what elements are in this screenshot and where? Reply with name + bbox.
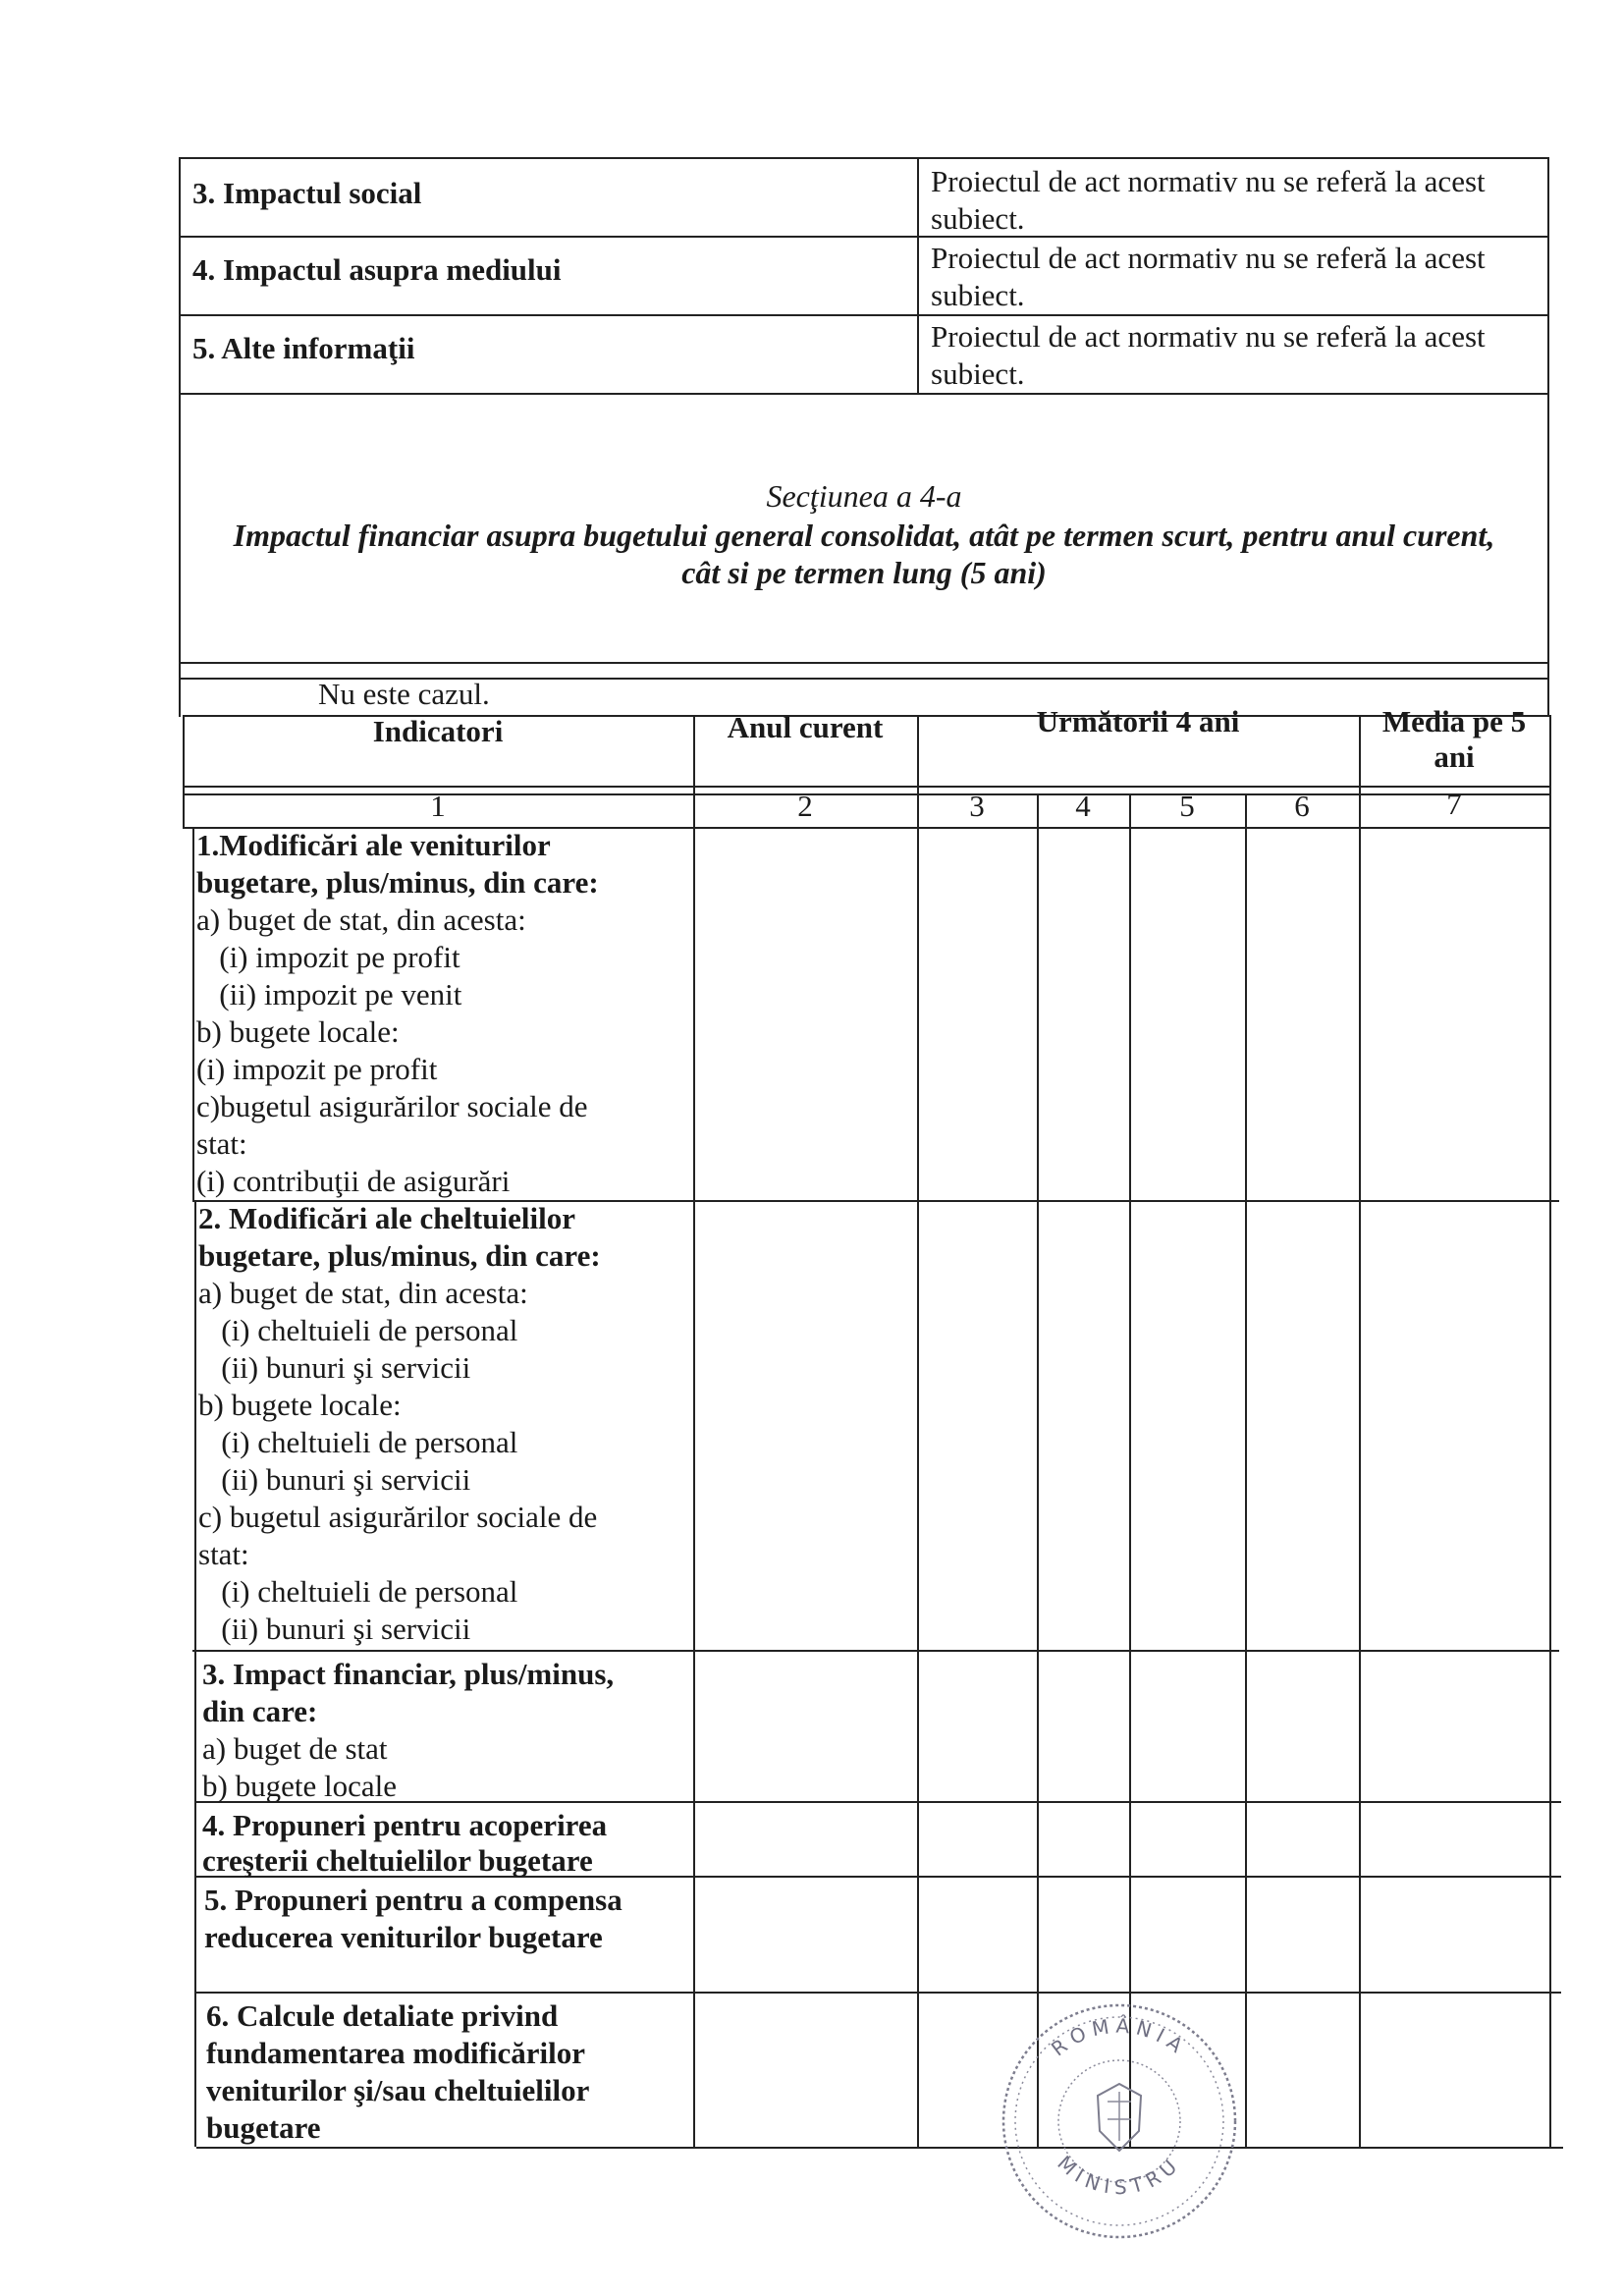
impact-social-value-line2: subiect. bbox=[931, 201, 1025, 236]
row1-line10: (i) contribuţii de asigurări bbox=[196, 1164, 511, 1198]
row1-line7: (i) impozit pe profit bbox=[196, 1052, 438, 1086]
section-title: Secţiunea a 4-a bbox=[766, 478, 962, 514]
impact-mediu-label: 4. Impactul asupra mediului bbox=[192, 252, 562, 287]
row2-line10: stat: bbox=[198, 1537, 249, 1571]
row2-line9: c) bugetul asigurărilor sociale de bbox=[198, 1500, 598, 1534]
row2-line3: a) buget de stat, din acesta: bbox=[198, 1276, 528, 1310]
row5-line1: 5. Propuneri pentru a compensa bbox=[204, 1883, 622, 1917]
row2-line8: (ii) bunuri şi servicii bbox=[198, 1462, 471, 1497]
row4-line1: 4. Propuneri pentru acoperirea bbox=[202, 1808, 608, 1842]
impact-mediu-value-line2: subiect. bbox=[931, 278, 1025, 312]
row1-line5: (ii) impozit pe venit bbox=[196, 977, 462, 1011]
note-nu-este-cazul: Nu este cazul. bbox=[318, 677, 490, 711]
col-header-media-line1: Media pe 5 bbox=[1381, 704, 1527, 738]
row3-line2: din care: bbox=[202, 1694, 318, 1728]
section-subtitle-line2: cât si pe termen lung (5 ani) bbox=[681, 555, 1047, 590]
row3-line1: 3. Impact financiar, plus/minus, bbox=[202, 1657, 615, 1691]
alte-informatii-value-line2: subiect. bbox=[931, 356, 1025, 391]
row6-line3: veniturilor şi/sau cheltuielilor bbox=[206, 2073, 590, 2107]
row1-line3: a) buget de stat, din acesta: bbox=[196, 902, 526, 937]
row6-line4: bugetare bbox=[206, 2110, 321, 2145]
impact-social-value-line1: Proiectul de act normativ nu se referă la acest bbox=[931, 164, 1486, 198]
col-number-2: 2 bbox=[797, 789, 813, 823]
row5-line2: reducerea veniturilor bugetare bbox=[204, 1920, 603, 1954]
ministry-stamp bbox=[992, 1994, 1247, 2249]
col-number-1: 1 bbox=[430, 789, 446, 823]
col-header-media-line2: ani bbox=[1434, 739, 1475, 774]
col-number-3: 3 bbox=[969, 789, 985, 823]
row4-line2: creşterii cheltuielilor bugetare bbox=[202, 1843, 593, 1878]
row1-line6: b) bugete locale: bbox=[196, 1014, 400, 1049]
row2-line4: (i) cheltuieli de personal bbox=[198, 1313, 518, 1347]
svg-text:MINISTRU bbox=[1053, 2151, 1185, 2199]
row6-line1: 6. Calcule detaliate privind bbox=[206, 1998, 559, 2033]
row2-line5: (ii) bunuri şi servicii bbox=[198, 1350, 471, 1385]
row2-line6: b) bugete locale: bbox=[198, 1388, 402, 1422]
alte-informatii-label: 5. Alte informaţii bbox=[192, 331, 415, 365]
row2-line7: (i) cheltuieli de personal bbox=[198, 1425, 518, 1459]
row6-line2: fundamentarea modificărilor bbox=[206, 2036, 586, 2070]
row2-line1: 2. Modificări ale cheltuielilor bbox=[198, 1201, 575, 1235]
row3-line3: a) buget de stat bbox=[202, 1731, 388, 1766]
row1-line1: 1.Modificări ale veniturilor bbox=[196, 828, 551, 862]
alte-informatii-value-line1: Proiectul de act normativ nu se referă la acest bbox=[931, 319, 1486, 354]
col-header-indicatori: Indicatori bbox=[372, 714, 504, 748]
row1-line2: bugetare, plus/minus, din care: bbox=[196, 865, 599, 900]
col-header-urmatorii-4-ani: Următorii 4 ani bbox=[1036, 704, 1240, 738]
col-header-anul-curent: Anul curent bbox=[727, 710, 884, 744]
svg-text:ROMÂNIA bbox=[1047, 2014, 1192, 2061]
stamp-text-top: ROMÂNIA bbox=[1046, 2013, 1193, 2061]
row1-line4: (i) impozit pe profit bbox=[196, 940, 460, 974]
row1-line8: c)bugetul asigurărilor sociale de bbox=[196, 1089, 588, 1123]
section-subtitle-line1: Impactul financiar asupra bugetului general consolidat, atât pe termen scurt, pentru anul curent, bbox=[233, 518, 1495, 553]
col-number-6: 6 bbox=[1294, 789, 1310, 823]
row2-line11: (i) cheltuieli de personal bbox=[198, 1574, 518, 1609]
col-number-7: 7 bbox=[1446, 787, 1462, 821]
row3-line4: b) bugete locale bbox=[202, 1769, 397, 1803]
row1-line9: stat: bbox=[196, 1126, 247, 1161]
col-number-4: 4 bbox=[1075, 789, 1091, 823]
impact-social-label: 3. Impactul social bbox=[192, 176, 422, 210]
impact-mediu-value-line1: Proiectul de act normativ nu se referă la acest bbox=[931, 241, 1486, 275]
col-number-5: 5 bbox=[1179, 789, 1195, 823]
stamp-text-bottom: MINISTRU bbox=[1053, 2151, 1186, 2200]
row2-line2: bugetare, plus/minus, din care: bbox=[198, 1238, 601, 1273]
row2-line12: (ii) bunuri şi servicii bbox=[198, 1612, 471, 1646]
